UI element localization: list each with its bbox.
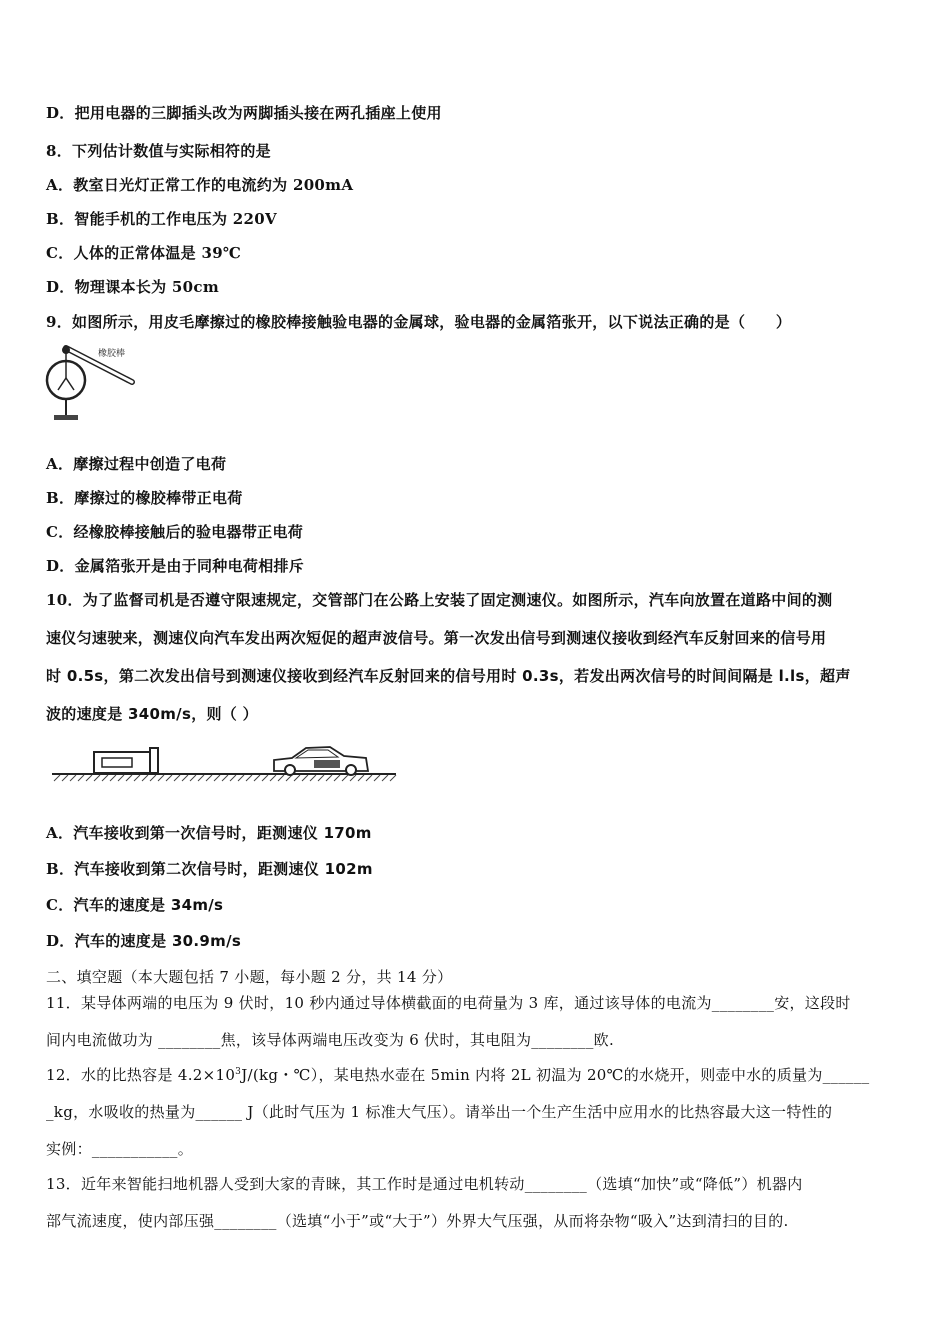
q8-option-b: B．智能手机的工作电压为 220V — [46, 210, 277, 228]
speed-detector-device — [94, 748, 158, 773]
q10-option-d: D．汽车的速度是 30.9m/s — [46, 932, 242, 950]
q8-option-d: D．物理课本长为 50cm — [46, 278, 220, 296]
electroscope-base — [54, 415, 78, 420]
section-2-heading: 二、填空题（本大题包括 7 小题，每小题 2 分，共 14 分） — [46, 968, 453, 986]
q9-option-c: C．经橡胶棒接触后的验电器带正电荷 — [46, 523, 304, 541]
q12-line-1: 12．水的比热容是 $4.2\times 10^3J/(kg$・℃），某电热水壶在 5min 内将 2L 初温为 20℃的水烧开，则壶中水的质量为______ — [46, 1066, 870, 1084]
q10-line-4: 波的速度是 340m/s，则（ ） — [46, 705, 258, 723]
q11-line-2: 间内电流做功为 ________焦，该导体两端电压改变为 6 伏时，其电阻为________欧. — [46, 1031, 615, 1049]
q7-option-d: D．把用电器的三脚插头改为两脚插头接在两孔插座上使用 — [46, 104, 442, 122]
speed-detector-figure — [52, 738, 398, 784]
electroscope-figure — [44, 342, 140, 428]
q8-option-c: C．人体的正常体温是 39℃ — [46, 244, 242, 262]
metal-leaf-right — [66, 378, 74, 390]
metal-leaf-left — [58, 378, 66, 390]
car — [274, 747, 368, 775]
q13-line-2: 部气流速度，使内部压强________（选填“小于”或“大于”）外界大气压强，从而将杂物“吸入”达到清扫的目的. — [46, 1212, 789, 1230]
q11-line-1: 11．某导体两端的电压为 9 伏时，10 秒内通过导体横截面的电荷量为 3 库，通过该导体的电流为________安，这段时 — [46, 994, 851, 1012]
q9-option-d: D．金属箔张开是由于同种电荷相排斥 — [46, 557, 305, 575]
q10-line-2: 速仪匀速驶来，测速仪向汽车发出两次短促的超声波信号。第一次发出信号到测速仪接收到经汽车反射回来的信号用 — [46, 629, 827, 647]
q13-line-1: 13．近年来智能扫地机器人受到大家的青睐，其工作时是通过电机转动________（选填“加快”或“降低”）机器内 — [46, 1175, 803, 1193]
q9-option-b: B．摩擦过的橡胶棒带正电荷 — [46, 489, 243, 507]
q8-stem: 8．下列估计数值与实际相符的是 — [46, 142, 271, 160]
q10-line-1: 10．为了监督司机是否遵守限速规定，交管部门在公路上安装了固定测速仪。如图所示，汽车向放置在道路中间的测 — [46, 591, 833, 609]
rubber-rod-label: 橡胶棒 — [98, 349, 126, 359]
q9-stem: 9．如图所示，用皮毛摩擦过的橡胶棒接触验电器的金属球，验电器的金属箔张开，以下说法正确的是（ ） — [46, 313, 792, 331]
q8-option-a: A．教室日光灯正常工作的电流约为 200mA — [46, 176, 354, 194]
q10-option-b: B．汽车接收到第二次信号时，距测速仪 102m — [46, 860, 373, 878]
q12-line-3: 实例：___________。 — [46, 1140, 194, 1158]
q10-option-c: C．汽车的速度是 34m/s — [46, 896, 224, 914]
q12-line-2: _kg，水吸收的热量为______ J（此时气压为 1 标准大气压）。请举出一个生产生活中应用水的比热容最大这一特性的 — [46, 1103, 833, 1121]
q10-option-a: A．汽车接收到第一次信号时，距测速仪 170m — [46, 824, 372, 842]
q9-option-a: A．摩擦过程中创造了电荷 — [46, 455, 227, 473]
q10-line-3: 时 0.5s，第二次发出信号到测速仪接收到经汽车反射回来的信号用时 0.3s，若发出两次信号的时间间隔是 l.ls，超声 — [46, 667, 851, 685]
